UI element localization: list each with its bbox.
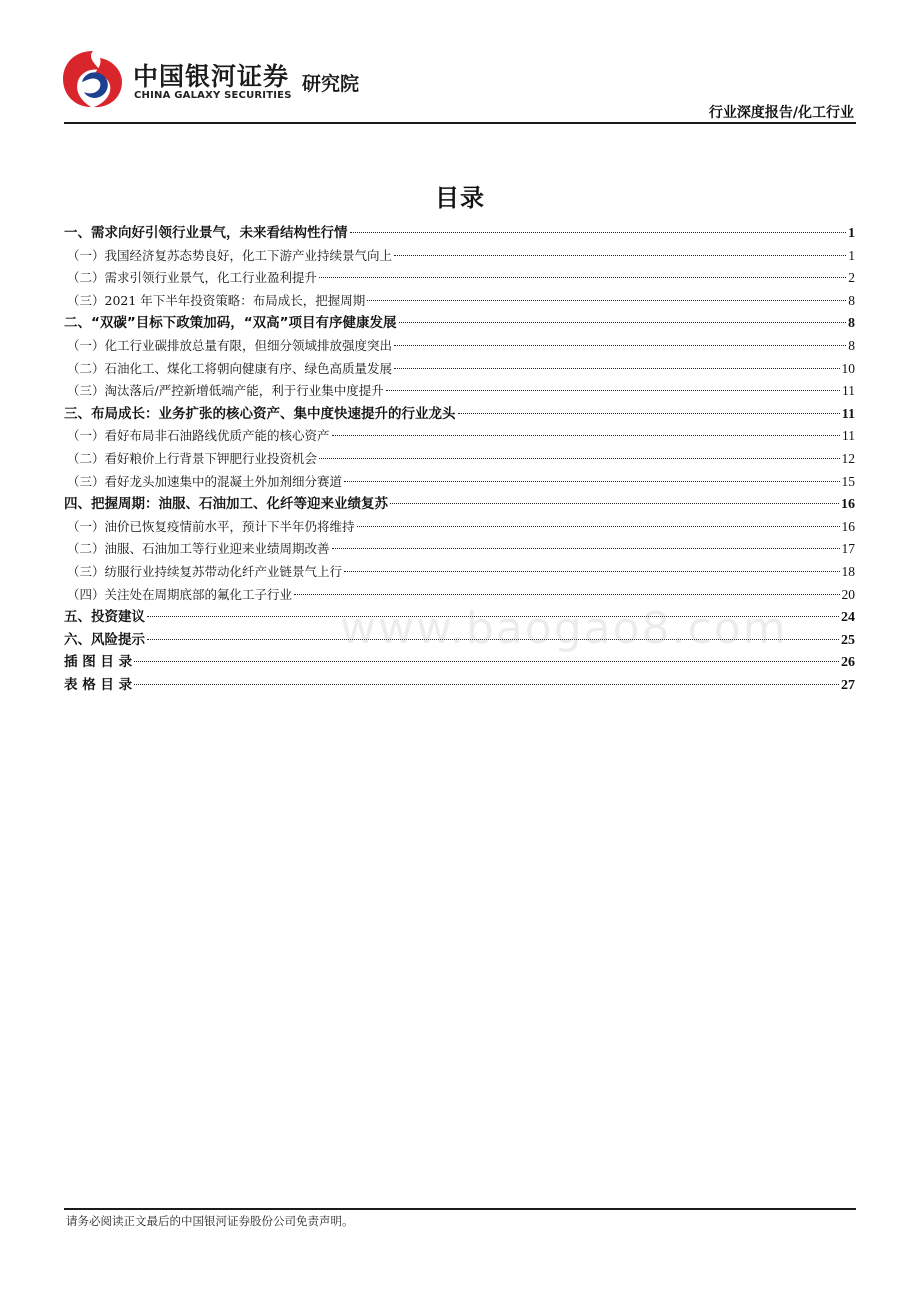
toc-entry-title: 二、“双碳”目标下政策加码，“双高”项目有序健康发展 [64,315,397,332]
toc-entry-title: （三）淘汰落后/严控新增低端产能，利于行业集中度提升 [67,383,384,399]
toc-entry-title: （一）看好布局非石油路线优质产能的核心资产 [67,428,330,444]
brand-name-cn: 中国银河证券 [133,62,290,91]
footer-disclaimer: 请务必阅读正文最后的中国银河证券股份公司免责声明。 [66,1214,354,1228]
toc-entry-page-number: 11 [842,383,855,399]
toc-entry-page-number: 1 [848,226,855,241]
toc-entry-page-number: 10 [841,360,855,376]
toc-section-entry[interactable] [64,312,855,335]
toc-subsection-entry[interactable] [64,561,855,584]
toc-entry-title: （一）我国经济复苏态势良好，化工下游产业持续景气向上 [67,247,393,263]
toc-section-entry[interactable] [64,403,855,426]
toc-entry-page-number: 26 [841,655,855,671]
toc-entry-title: 表 格 目 录 [64,676,133,693]
toc-entry-title: （四）关注处在周期底部的氟化工子行业 [67,586,293,602]
toc-entry-page-number: 27 [841,677,855,693]
toc-dot-leader [294,593,839,595]
toc-dot-leader [458,412,840,414]
report-type-label: 行业深度报告/化工行业 [708,105,854,121]
toc-subsection-entry[interactable] [64,471,855,494]
toc-entry-page-number: 11 [842,428,855,444]
toc-section-entry[interactable] [64,222,855,245]
toc-dot-leader [332,547,840,549]
toc-dot-leader [394,254,846,256]
toc-entry-page-number: 16 [841,518,855,534]
toc-dot-leader [390,502,839,504]
toc-subsection-entry[interactable] [64,448,855,471]
toc-dot-leader [357,525,840,527]
toc-dot-leader [332,434,840,436]
toc-entry-page-number: 20 [841,586,855,602]
toc-dot-leader [394,344,846,346]
toc-entry-page-number: 8 [848,337,855,353]
toc-dot-leader [319,276,846,278]
watermark: www.baogao8.com [340,603,788,654]
toc-entry-page-number: 15 [841,473,855,489]
toc-section-entry[interactable] [64,651,855,674]
toc-entry-title: （二）需求引领行业景气，化工行业盈利提升 [67,270,318,286]
toc-dot-leader [344,480,839,482]
toc-entry-title: （三）2021 年下半年投资策略：布局成长，把握周期 [67,292,366,308]
toc-entry-title: 插 图 目 录 [64,654,133,671]
toc-entry-title: （三）纺服行业持续复苏带动化纤产业链景气上行 [67,563,343,579]
toc-subsection-entry[interactable] [64,245,855,268]
toc-dot-leader [367,299,846,301]
toc-entry-title: （一）油价已恢复疫情前水平，预计下半年仍将维持 [67,518,355,534]
footer-divider [64,1208,856,1210]
toc-entry-title: （一）化工行业碳排放总量有限，但细分领域排放强度突出 [67,337,393,353]
toc-subsection-entry[interactable] [64,380,855,403]
toc-subsection-entry[interactable] [64,358,855,381]
toc-entry-title: 一、需求向好引领行业景气，未来看结构性行情 [64,225,348,241]
toc-entry-page-number: 1 [848,247,855,263]
toc-title: 目录 [435,184,485,212]
toc-dot-leader [319,457,839,459]
toc-entry-page-number: 8 [848,316,855,332]
toc-entry-page-number: 11 [841,406,855,422]
toc-dot-leader [134,683,839,685]
toc-entry-page-number: 18 [841,563,855,579]
toc-entry-page-number: 2 [848,270,855,286]
toc-subsection-entry[interactable] [64,425,855,448]
toc-entry-page-number: 12 [841,450,855,466]
toc-subsection-entry[interactable] [64,335,855,358]
brand-subtitle: 研究院 [302,73,360,95]
toc-entry-page-number: 8 [848,292,855,308]
toc-section-entry[interactable] [64,674,855,697]
toc-entry-page-number: 25 [841,632,855,648]
toc-entry-title: 三、布局成长：业务扩张的核心资产、集中度快速提升的行业龙头 [64,405,456,422]
toc-section-entry[interactable] [64,493,855,516]
header-divider [64,122,856,124]
toc-entry-title: 六、风险提示 [64,631,145,648]
toc-entry-title: （二）看好粮价上行背景下钾肥行业投资机会 [67,450,318,466]
toc-entry-title: （三）看好龙头加速集中的混凝土外加剂细分赛道 [67,473,343,489]
toc-subsection-entry[interactable] [64,516,855,539]
toc-dot-leader [386,389,840,391]
toc-entry-page-number: 17 [841,541,855,557]
toc-entry-title: （二）油服、石油加工等行业迎来业绩周期改善 [67,541,330,557]
toc-dot-leader [344,570,839,572]
page-header [0,0,920,130]
toc-entry-page-number: 16 [841,497,855,513]
toc-subsection-entry[interactable] [64,290,855,313]
toc-dot-leader [350,231,847,233]
toc-dot-leader [394,367,839,369]
brand-name-en: CHINA GALAXY SECURITIES [134,90,292,101]
toc-entry-page-number: 24 [841,610,855,626]
toc-dot-leader [399,321,847,323]
toc-dot-leader [134,660,839,662]
toc-entry-title: 四、把握周期：油服、石油加工、化纤等迎来业绩复苏 [64,496,388,513]
toc-entry-title: （二）石油化工、煤化工将朝向健康有序、绿色高质量发展 [67,360,393,376]
china-galaxy-logo-icon [60,48,126,110]
toc-subsection-entry[interactable] [64,538,855,561]
toc-entry-title: 五、投资建议 [64,609,145,626]
toc-subsection-entry[interactable] [64,267,855,290]
